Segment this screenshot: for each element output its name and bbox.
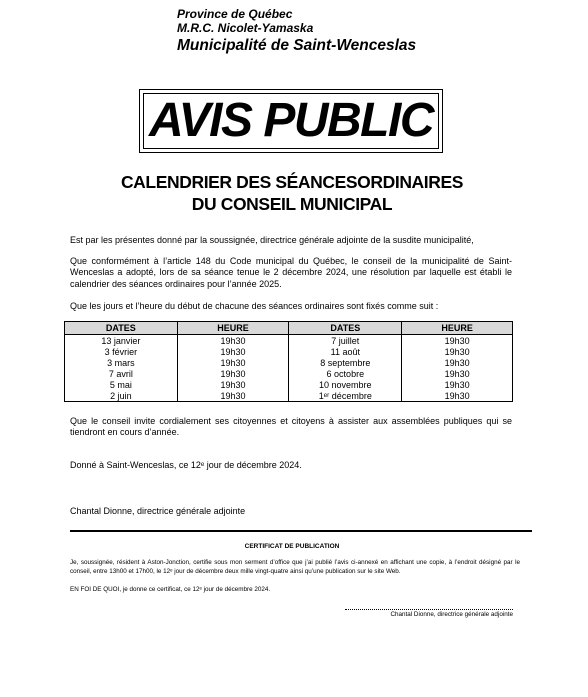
certificate-title: CERTIFICAT DE PUBLICATION [244, 543, 340, 550]
schedule-time: 19h30 [402, 368, 513, 379]
avis-public-title: AVIS PUBLIC [149, 94, 433, 147]
calendar-title-line1: CALENDRIER DES SÉANCESORDINAIRES [120, 172, 464, 192]
schedule-table [64, 321, 513, 402]
schedule-header-heure: HEURE [402, 322, 513, 335]
header-province: Province de Québec [177, 7, 293, 21]
schedule-intro-paragraph: Que les jours et l’heure du début de chacune des séances ordinaires sont fixés comme suit : [70, 301, 439, 311]
given-paragraph: Donné à Saint-Wenceslas, ce 12ᵉ jour de décembre 2024. [70, 460, 302, 470]
resolution-paragraph: Que conformément à l’article 148 du Code municipal du Québec, le conseil de la municipalité de Saint-Wenceslas a adopté, lors de sa séance tenue le 2 décembre 2024, une résolution par laquelle est établi le calendrier des séances ordinaires pour l’année 2025. [70, 256, 512, 289]
schedule-date: 2 juin [65, 390, 178, 402]
schedule-date: 7 juillet [289, 335, 402, 347]
table-row [65, 346, 513, 357]
schedule-time: 19h30 [402, 390, 513, 402]
schedule-time: 19h30 [402, 357, 513, 368]
schedule-date: 3 février [65, 346, 178, 357]
schedule-date: 3 mars [65, 357, 178, 368]
table-row [65, 379, 513, 390]
schedule-header-row [65, 322, 513, 335]
schedule-date: 13 janvier [65, 335, 178, 347]
section-divider [70, 530, 532, 532]
schedule-time: 19h30 [177, 357, 289, 368]
table-row [65, 335, 513, 347]
schedule-date: 10 novembre [289, 379, 402, 390]
schedule-date: 1ᵉʳ décembre [289, 390, 402, 402]
schedule-time: 19h30 [177, 379, 289, 390]
schedule-time: 19h30 [177, 335, 289, 347]
signature-line: Chantal Dionne, directrice générale adjointe [70, 506, 246, 516]
schedule-time: 19h30 [177, 368, 289, 379]
header-mrc: M.R.C. Nicolet-Yamaska [177, 21, 314, 35]
certificate-en-foi: EN FOI DE QUOI, je donne ce certificat, ce 12ᵉ jour de décembre 2024. [70, 586, 271, 593]
schedule-time: 19h30 [177, 346, 289, 357]
schedule-time: 19h30 [402, 379, 513, 390]
schedule-header-heure: HEURE [177, 322, 289, 335]
certificate-body: Je, soussignée, résident à Aston-Jonction, certifie sous mon serment d’office que j’ai publié l’avis ci-annexé en affichant une copie, à l’endroit désigné par le conseil, entre 13h00 et 17h00, le 12ᵉ jour de décembre deux mille vingt-quatre ainsi qu’une publication sur le site Web. [70, 559, 520, 575]
header-municipalite: Municipalité de Saint-Wenceslas [177, 37, 417, 54]
calendar-title-line2: DU CONSEIL MUNICIPAL [191, 194, 393, 214]
schedule-date: 8 septembre [289, 357, 402, 368]
schedule-header-dates: DATES [65, 322, 178, 335]
signature-dotted-line [345, 609, 513, 610]
schedule-time: 19h30 [177, 390, 289, 402]
schedule-time: 19h30 [402, 346, 513, 357]
schedule-date: 5 mai [65, 379, 178, 390]
table-row [65, 357, 513, 368]
schedule-header-dates: DATES [289, 322, 402, 335]
schedule-date: 11 août [289, 346, 402, 357]
schedule-date: 7 avril [65, 368, 178, 379]
certificate-signature: Chantal Dionne, directrice générale adjointe [390, 611, 513, 618]
schedule-date: 6 octobre [289, 368, 402, 379]
avis-public-inner-frame [143, 93, 439, 149]
intro-paragraph: Est par les présentes donné par la soussignée, directrice générale adjointe de la susdite municipalité, [70, 235, 474, 245]
invitation-paragraph: Que le conseil invite cordialement ses citoyennes et citoyens à assister aux assemblées publiques qui se tiendront en cours d’année. [70, 416, 512, 438]
table-row [65, 368, 513, 379]
table-row [65, 390, 513, 402]
schedule-time: 19h30 [402, 335, 513, 347]
avis-public-frame [139, 89, 443, 153]
